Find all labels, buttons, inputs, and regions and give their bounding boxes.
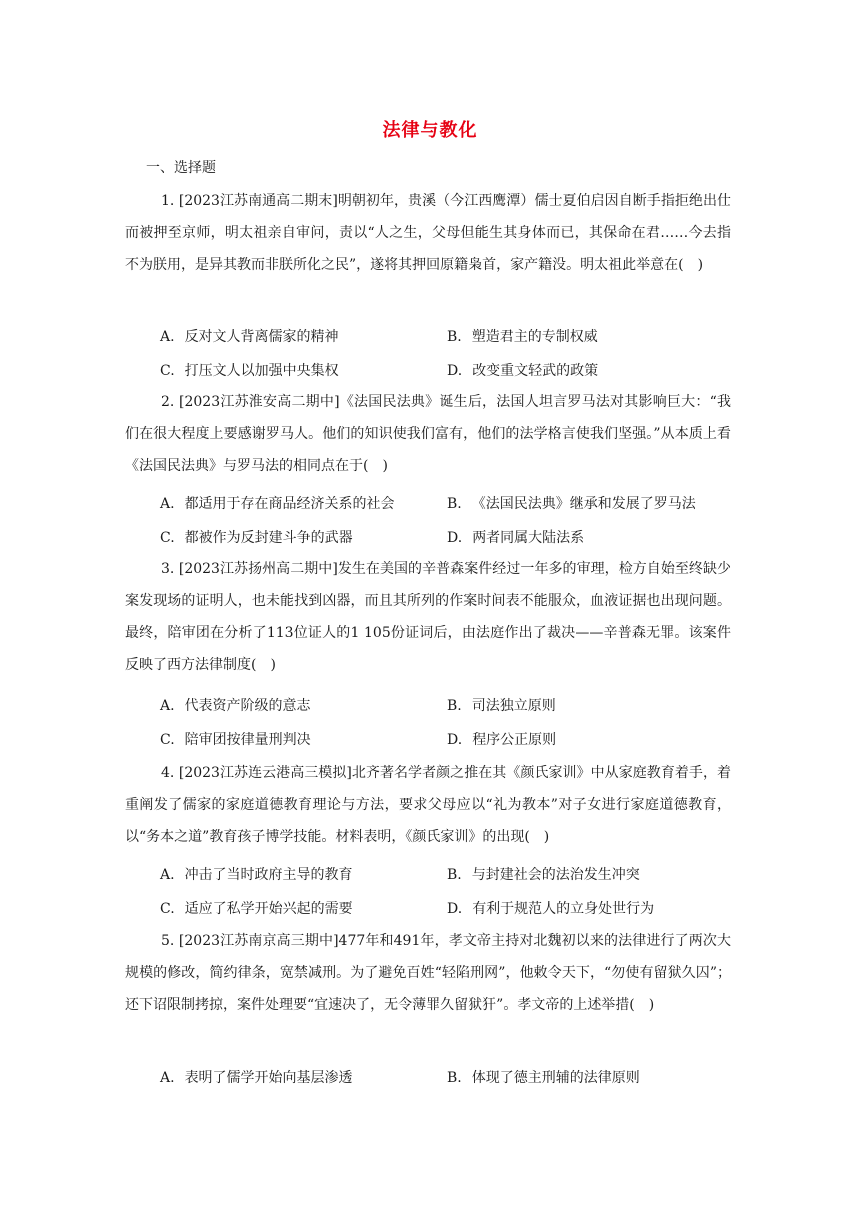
option-row xyxy=(160,1061,730,1095)
option-b[interactable] xyxy=(447,487,696,521)
option-letter: D. xyxy=(447,732,463,748)
question-4: 4. [2023江苏连云港高三模拟]北齐著名学者颜之推在其《颜氏家训》中从家庭教育着手，着重阐发了儒家的家庭道德教育理论与方法，要求父母应以“礼为教本”对子女进行家庭道德教育，以“务本之道”教育孩子博学技能。材料表明，《颜氏家训》的出现( ) xyxy=(125,765,731,845)
option-row xyxy=(160,320,730,354)
option-text: 《法国民法典》继承和发展了罗马法 xyxy=(471,496,696,512)
option-row xyxy=(160,354,730,388)
option-text: 表明了儒学开始向基层渗透 xyxy=(184,1070,353,1086)
question-5: 5. [2023江苏南京高三期中]477年和491年，孝文帝主持对北魏初以来的法律进行了两次大规模的修改，简约律条，宽禁减刑。为了避免百姓“轻陷刑网”，他敕令天下，“勿使有留狱久囚”；还下诏限制拷掠，案件处理要“宜速决了，无令薄罪久留狱犴”。孝文帝的上述举措( ) xyxy=(125,933,731,1013)
option-letter: D. xyxy=(447,363,463,379)
option-letter: B. xyxy=(447,698,462,714)
option-text: 代表资产阶级的意志 xyxy=(184,698,311,714)
option-b[interactable] xyxy=(447,689,556,723)
option-letter: A. xyxy=(160,698,175,714)
option-text: 陪审团按律量刑判决 xyxy=(184,732,311,748)
option-text: 都适用于存在商品经济关系的社会 xyxy=(184,496,395,512)
question-5-options xyxy=(160,1061,730,1095)
option-text: 反对文人背离儒家的精神 xyxy=(184,329,339,345)
option-letter: A. xyxy=(160,867,175,883)
question-3: 3. [2023江苏扬州高二期中]发生在美国的辛普森案件经过一年多的审理，检方自始至终缺少案发现场的证明人，也未能找到凶器，而且其所列的作案时间表不能服众，血液证据也出现问题。最终，陪审团在分析了113位证人的1 105份证词后，由法庭作出了裁决——辛普森无罪。该案件反映了西方法律制度( ) xyxy=(125,561,731,673)
option-a[interactable] xyxy=(160,320,339,354)
question-1-options xyxy=(160,320,730,388)
question-2: 2. [2023江苏淮安高二期中]《法国民法典》诞生后，法国人坦言罗马法对其影响巨大：“我们在很大程度上要感谢罗马人。他们的知识使我们富有，他们的法学格言使我们坚强。”从本质上看《法国民法典》与罗马法的相同点在于( ) xyxy=(125,394,731,474)
option-b[interactable] xyxy=(447,858,640,892)
option-text: 与封建社会的法治发生冲突 xyxy=(471,867,640,883)
option-letter: C. xyxy=(160,530,175,546)
option-c[interactable] xyxy=(160,354,339,388)
option-text: 程序公正原则 xyxy=(472,732,557,748)
option-letter: A. xyxy=(160,1070,175,1086)
option-d[interactable] xyxy=(447,723,556,757)
option-text: 冲击了当时政府主导的教育 xyxy=(184,867,353,883)
option-a[interactable] xyxy=(160,1061,353,1095)
option-row xyxy=(160,858,730,892)
option-letter: A. xyxy=(160,329,175,345)
option-letter: B. xyxy=(447,867,462,883)
option-b[interactable] xyxy=(447,320,598,354)
option-text: 改变重文轻武的政策 xyxy=(472,363,599,379)
question-4-options xyxy=(160,858,730,926)
option-d[interactable] xyxy=(447,354,598,388)
option-letter: B. xyxy=(447,1070,462,1086)
option-letter: C. xyxy=(160,732,175,748)
option-d[interactable] xyxy=(447,892,654,926)
option-letter: C. xyxy=(160,363,175,379)
option-text: 塑造君主的专制权威 xyxy=(471,329,598,345)
option-letter: B. xyxy=(447,329,462,345)
option-row xyxy=(160,723,730,757)
option-text: 打压文人以加强中央集权 xyxy=(184,363,339,379)
option-letter: A. xyxy=(160,496,175,512)
option-b[interactable] xyxy=(447,1061,640,1095)
option-text: 适应了私学开始兴起的需要 xyxy=(184,901,353,917)
option-a[interactable] xyxy=(160,858,353,892)
option-letter: C. xyxy=(160,901,175,917)
option-text: 体现了德主刑辅的法律原则 xyxy=(471,1070,640,1086)
option-letter: D. xyxy=(447,901,463,917)
option-a[interactable] xyxy=(160,689,311,723)
option-letter: D. xyxy=(447,530,463,546)
option-row xyxy=(160,521,730,555)
question-2-options xyxy=(160,487,730,555)
option-text: 两者同属大陆法系 xyxy=(472,530,585,546)
option-c[interactable] xyxy=(160,723,311,757)
section-heading: 一、选择题 xyxy=(146,160,216,176)
option-c[interactable] xyxy=(160,521,353,555)
question-1: 1. [2023江苏南通高二期末]明朝初年，贵溪（今江西鹰潭）儒士夏伯启因自断手指拒绝出仕而被押至京师，明太祖亲自审问，责以“人之生，父母但能生其身体而已，其保命在君……今去指不为朕用，是异其教而非朕所化之民”，遂将其押回原籍枭首，家产籍没。明太祖此举意在( ) xyxy=(125,193,731,273)
option-c[interactable] xyxy=(160,892,353,926)
option-row xyxy=(160,689,730,723)
option-text: 都被作为反封建斗争的武器 xyxy=(184,530,353,546)
option-letter: B. xyxy=(447,496,462,512)
option-row xyxy=(160,892,730,926)
option-row xyxy=(160,487,730,521)
option-text: 有利于规范人的立身处世行为 xyxy=(472,901,655,917)
option-d[interactable] xyxy=(447,521,584,555)
question-3-options xyxy=(160,689,730,757)
option-a[interactable] xyxy=(160,487,395,521)
page-title: 法律与教化 xyxy=(382,120,478,141)
option-text: 司法独立原则 xyxy=(471,698,556,714)
